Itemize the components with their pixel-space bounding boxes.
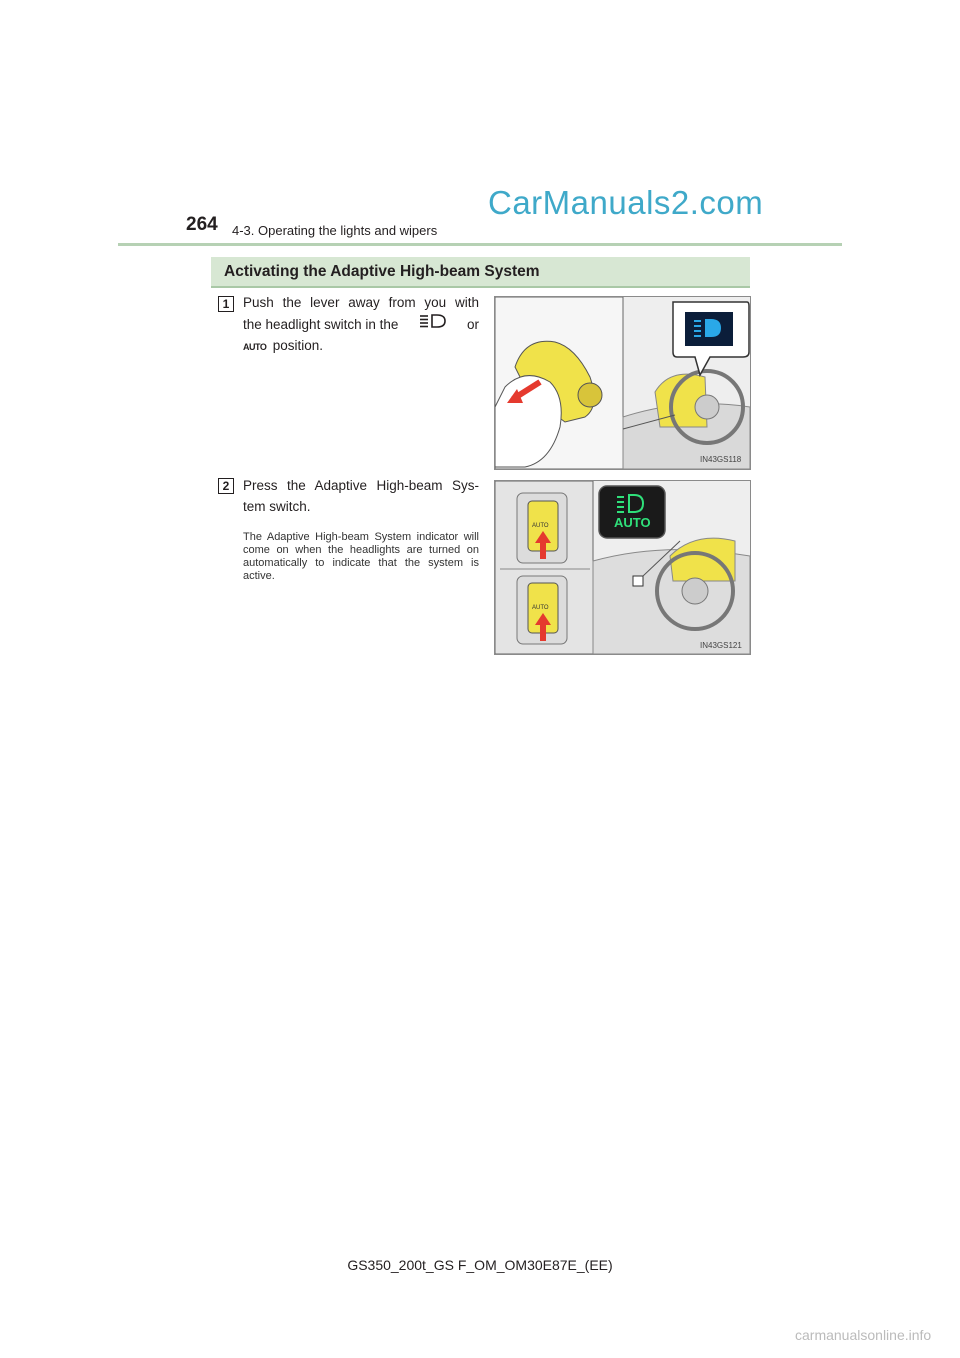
step-1-line-1: Push the lever away from you with	[243, 295, 479, 310]
page-number: 264	[186, 214, 218, 235]
auto-icon: AUTO	[243, 342, 267, 352]
watermark-bottom: carmanualsonline.info	[795, 1327, 932, 1343]
auto-indicator-label: AUTO	[614, 515, 651, 530]
step-1-line-3-post: position.	[272, 338, 324, 353]
step-1-line-2-post: or	[466, 316, 479, 332]
figure-code-1: IN43GS118	[700, 455, 742, 464]
document-code: GS350_200t_GS F_OM_OM30E87E_(EE)	[347, 1257, 613, 1273]
switch-auto-label-bottom: AUTO	[532, 605, 549, 611]
step-1-badge: 1	[218, 296, 234, 312]
step-2-badge: 2	[218, 478, 234, 494]
illustration-switch	[494, 480, 751, 655]
step-2-line-2: tem switch.	[243, 499, 311, 514]
step-2-line-1: Press the Adaptive High-beam Sys-	[243, 478, 479, 493]
step-1-text	[243, 292, 479, 358]
step-2-note: The Adaptive High-beam System indicator will come on when the headlights are turned on automatically to indicate that the system is active.	[243, 531, 479, 582]
switch-illustration-svg	[495, 481, 750, 654]
step-1-line-3	[243, 335, 479, 358]
headlight-icon	[418, 313, 448, 335]
illustration-lever	[494, 296, 751, 470]
lever-illustration-svg	[495, 297, 750, 469]
section-heading: Activating the Adaptive High-beam System	[224, 263, 540, 280]
step-2-text	[243, 475, 479, 517]
switch-auto-label-top: AUTO	[532, 523, 549, 529]
heading-bar-line	[211, 286, 750, 288]
step-1-line-2-pre: the headlight switch in the	[243, 316, 399, 332]
step-1-line-2	[243, 313, 479, 335]
header-rule	[118, 243, 842, 246]
figure-code-2: IN43GS121	[700, 641, 742, 650]
section-title: 4-3. Operating the lights and wipers	[232, 223, 438, 238]
watermark-top: CarManuals2.com	[488, 184, 764, 221]
